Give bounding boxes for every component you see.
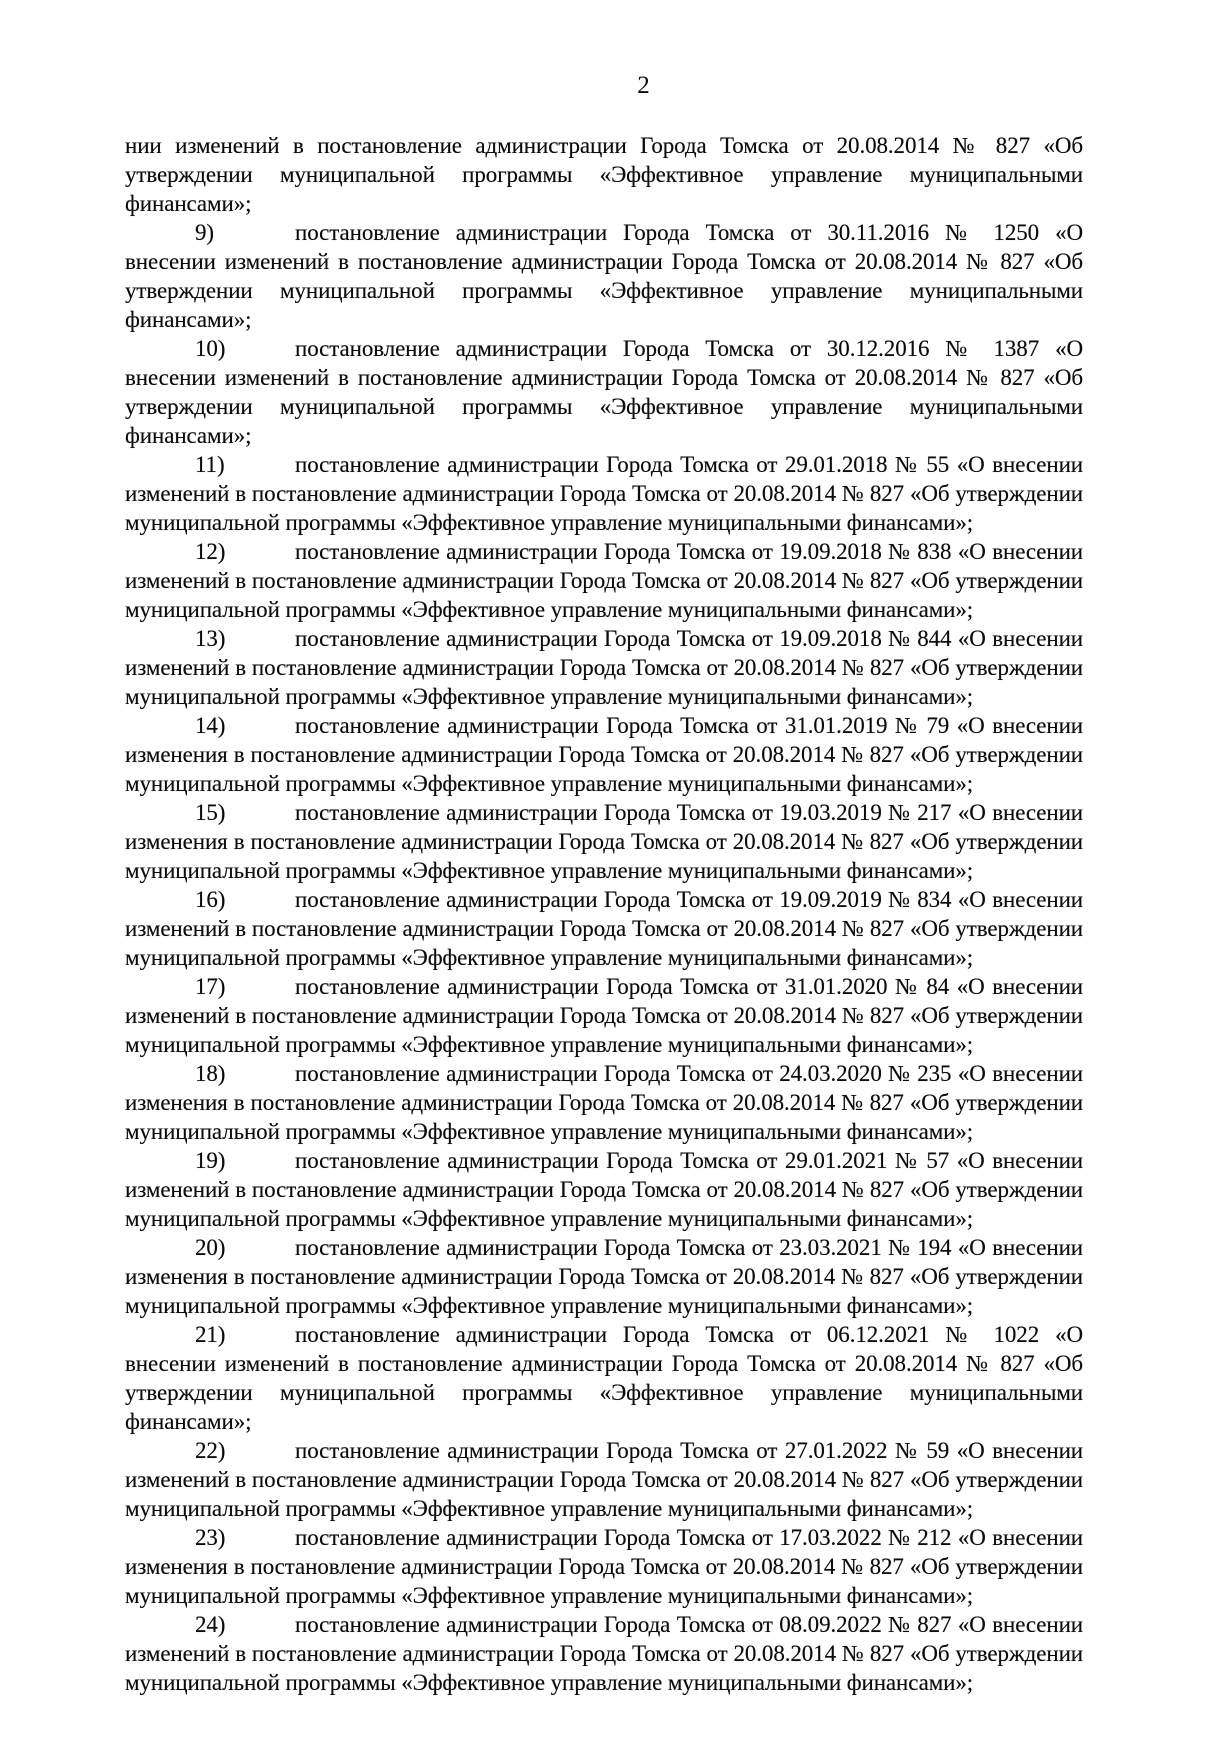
item-number: 24) bbox=[195, 1612, 226, 1637]
item-text: постановление администрации Города Томска от 19.09.2018 № 838 «О внесении изменений в постановление администрации Города Томска от 20.08.2014 № 827 «Об утверждении муниципальной программы «Эффективное управление муниципальными финансами»; bbox=[125, 539, 1083, 622]
item-text: постановление администрации Города Томска от 29.01.2021 № 57 «О внесении изменений в постановление администрации Города Томска от 20.08.2014 № 827 «Об утверждении муниципальной программы «Эффективное управление муниципальными финансами»; bbox=[125, 1148, 1083, 1231]
resolution-item-20 bbox=[125, 1233, 1083, 1320]
resolution-item-17 bbox=[125, 972, 1083, 1059]
item-number: 9) bbox=[195, 220, 214, 245]
item-text: постановление администрации Города Томска от 29.01.2018 № 55 «О внесении изменений в постановление администрации Города Томска от 20.08.2014 № 827 «Об утверждении муниципальной программы «Эффективное управление муниципальными финансами»; bbox=[125, 452, 1083, 535]
item-text: постановление администрации Города Томска от 23.03.2021 № 194 «О внесении изменения в постановление администрации Города Томска от 20.08.2014 № 827 «Об утверждении муниципальной программы «Эффективное управление муниципальными финансами»; bbox=[125, 1235, 1083, 1318]
item-text: постановление администрации Города Томска от 30.12.2016 № 1387 «О внесении изменений в постановление администрации Города Томска от 20.08.2014 № 827 «Об утверждении муниципальной программы «Эффективное управление муниципальными финансами»; bbox=[125, 336, 1083, 448]
item-number: 12) bbox=[195, 539, 226, 564]
resolution-item-10 bbox=[125, 334, 1083, 450]
resolution-item-16 bbox=[125, 885, 1083, 972]
resolution-item-15 bbox=[125, 798, 1083, 885]
resolution-item-18 bbox=[125, 1059, 1083, 1146]
item-number: 11) bbox=[195, 452, 225, 477]
item-number: 16) bbox=[195, 887, 226, 912]
item-number: 10) bbox=[195, 336, 226, 361]
resolution-item-22 bbox=[125, 1436, 1083, 1523]
item-number: 20) bbox=[195, 1235, 226, 1260]
resolution-item-14 bbox=[125, 711, 1083, 798]
resolution-item-12 bbox=[125, 537, 1083, 624]
item-number: 21) bbox=[195, 1322, 226, 1347]
resolution-item-13 bbox=[125, 624, 1083, 711]
item-text: постановление администрации Города Томска от 06.12.2021 № 1022 «О внесении изменений в постановление администрации Города Томска от 20.08.2014 № 827 «Об утверждении муниципальной программы «Эффективное управление муниципальными финансами»; bbox=[125, 1322, 1083, 1434]
item-number: 22) bbox=[195, 1438, 226, 1463]
item-number: 15) bbox=[195, 800, 226, 825]
item-text: постановление администрации Города Томска от 27.01.2022 № 59 «О внесении изменений в постановление администрации Города Томска от 20.08.2014 № 827 «Об утверждении муниципальной программы «Эффективное управление муниципальными финансами»; bbox=[125, 1438, 1083, 1521]
item-text: постановление администрации Города Томска от 19.09.2019 № 834 «О внесении изменений в постановление администрации Города Томска от 20.08.2014 № 827 «Об утверждении муниципальной программы «Эффективное управление муниципальными финансами»; bbox=[125, 887, 1083, 970]
item-text: постановление администрации Города Томска от 31.01.2019 № 79 «О внесении изменения в постановление администрации Города Томска от 20.08.2014 № 827 «Об утверждении муниципальной программы «Эффективное управление муниципальными финансами»; bbox=[125, 713, 1083, 796]
item-text: постановление администрации Города Томска от 08.09.2022 № 827 «О внесении изменений в постановление администрации Города Томска от 20.08.2014 № 827 «Об утверждении муниципальной программы «Эффективное управление муниципальными финансами»; bbox=[125, 1612, 1083, 1695]
item-text: постановление администрации Города Томска от 19.09.2018 № 844 «О внесении изменений в постановление администрации Города Томска от 20.08.2014 № 827 «Об утверждении муниципальной программы «Эффективное управление муниципальными финансами»; bbox=[125, 626, 1083, 709]
paragraph-continuation: нии изменений в постановление администрации Города Томска от 20.08.2014 № 827 «Об утверждении муниципальной программы «Эффективное управление муниципальными финансами»; bbox=[125, 133, 1083, 216]
item-text: постановление администрации Города Томска от 24.03.2020 № 235 «О внесении изменения в постановление администрации Города Томска от 20.08.2014 № 827 «Об утверждении муниципальной программы «Эффективное управление муниципальными финансами»; bbox=[125, 1061, 1083, 1144]
document-body bbox=[125, 131, 1083, 1697]
item-number: 19) bbox=[195, 1148, 226, 1173]
resolution-item-23 bbox=[125, 1523, 1083, 1610]
resolution-item-24 bbox=[125, 1610, 1083, 1697]
item-number: 14) bbox=[195, 713, 226, 738]
item-number: 18) bbox=[195, 1061, 226, 1086]
resolution-item-9 bbox=[125, 218, 1083, 334]
resolution-item-19 bbox=[125, 1146, 1083, 1233]
item-number: 17) bbox=[195, 974, 226, 999]
item-text: постановление администрации Города Томска от 19.03.2019 № 217 «О внесении изменения в постановление администрации Города Томска от 20.08.2014 № 827 «Об утверждении муниципальной программы «Эффективное управление муниципальными финансами»; bbox=[125, 800, 1083, 883]
item-text: постановление администрации Города Томска от 30.11.2016 № 1250 «О внесении изменений в постановление администрации Города Томска от 20.08.2014 № 827 «Об утверждении муниципальной программы «Эффективное управление муниципальными финансами»; bbox=[125, 220, 1083, 332]
resolution-item-11 bbox=[125, 450, 1083, 537]
item-number: 23) bbox=[195, 1525, 226, 1550]
item-number: 13) bbox=[195, 626, 226, 651]
item-text: постановление администрации Города Томска от 31.01.2020 № 84 «О внесении изменений в постановление администрации Города Томска от 20.08.2014 № 827 «Об утверждении муниципальной программы «Эффективное управление муниципальными финансами»; bbox=[125, 974, 1083, 1057]
page-number: 2 bbox=[637, 72, 650, 99]
item-text: постановление администрации Города Томска от 17.03.2022 № 212 «О внесении изменения в постановление администрации Города Томска от 20.08.2014 № 827 «Об утверждении муниципальной программы «Эффективное управление муниципальными финансами»; bbox=[125, 1525, 1083, 1608]
resolution-item-21 bbox=[125, 1320, 1083, 1436]
